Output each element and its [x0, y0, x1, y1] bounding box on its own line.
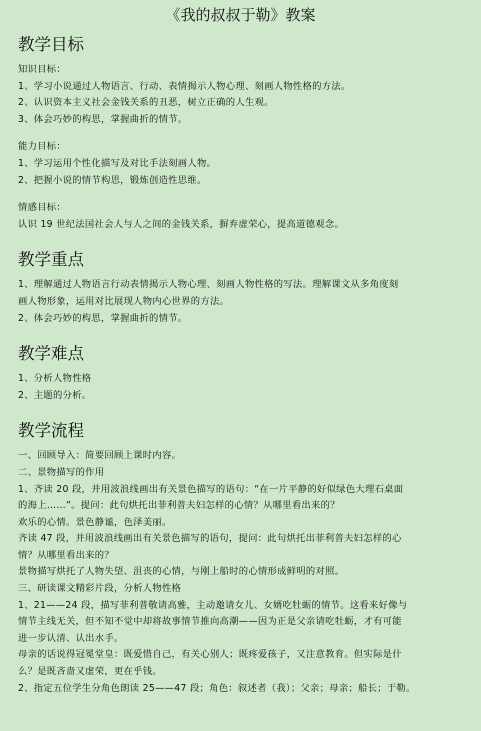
key-point-line: 2、体会巧妙的构思，掌握曲折的情节。 [18, 312, 188, 324]
knowledge-label: 知识目标： [18, 64, 66, 75]
section-heading-process: 教学流程 [18, 421, 84, 441]
knowledge-item: 2、认识资本主义社会金钱关系的丑恶，树立正确的人生观。 [18, 97, 274, 109]
process-line: 的海上……”。提问：此句烘托出菲利普夫妇怎样的心情？从哪里看出来的？ [18, 500, 340, 512]
process-line: 情？从哪里看出来的？ [18, 549, 114, 561]
knowledge-item: 1、学习小说通过人物语言、行动、表情揭示人物心理、刻画人物性格的方法。 [18, 80, 351, 92]
process-line: 进一步认清、认出水手。 [18, 632, 124, 644]
document-title: 《我的叔叔于勒》教案 [165, 6, 316, 24]
ability-item: 1、学习运用个性化描写及对比手法刻画人物。 [18, 157, 217, 169]
section-heading-goals: 教学目标 [18, 35, 84, 54]
emotion-label: 情感目标： [18, 202, 66, 214]
process-line: 2、指定五位学生分角色朗读 25——47 段；角色：叙述者（我）；父亲；母亲；船长；于勒。 [18, 682, 416, 694]
process-line: 1、21——24 段，描写菲利普敬请高雅，主动邀请女儿、女婿吃牡蛎的情节。这看来好像与 [18, 599, 408, 611]
key-point-line: 画人物形象，运用对比展现人物内心世界的方法。 [18, 295, 230, 307]
process-line: 景物描写烘托了人物失望、沮丧的心情，与刚上船时的心情形成鲜明的对照。 [18, 566, 345, 578]
difficulty-line: 1、分析人物性格 [18, 373, 92, 385]
section-heading-difficulties: 教学难点 [18, 344, 84, 364]
process-line: 么？是既吝啬又虚荣，更在乎钱。 [18, 666, 162, 678]
process-line: 一、回顾导入：简要回顾上课时内容。 [18, 450, 182, 462]
process-line: 母亲的话说得冠冕堂皇：既爱惜自己，有关心别人；既疼爱孩子，又注意教育。但实际是什 [18, 649, 402, 661]
process-line: 1、齐读 20 段，并用波浪线画出有关景色描写的语句：“在一片平静的好似绿色大理石桌面 [18, 483, 404, 495]
document-page [0, 2, 481, 731]
process-line: 三、研读课文精彩片段，分析人物性格 [18, 583, 182, 595]
process-line: 情节主线无关，但不知不觉中却将故事情节推向高潮——因为正是父亲请吃牡蛎，才有可能 [18, 616, 402, 628]
difficulty-line: 2、主题的分析。 [18, 389, 92, 401]
ability-label: 能力目标： [18, 141, 66, 153]
section-heading-key-points: 教学重点 [18, 250, 84, 270]
emotion-item: 认识 19 世纪法国社会人与人之间的金钱关系，摒弃虚荣心，提高道德观念。 [18, 218, 345, 230]
knowledge-item: 3、体会巧妙的构思，掌握曲折的情节。 [18, 113, 188, 125]
ability-item: 2、把握小说的情节构思，锻炼创造性思维。 [18, 174, 207, 186]
process-line: 齐读 47 段，并用波浪线画出有关景色描写的语句，提问：此句烘托出菲利普夫妇怎样的心 [18, 533, 402, 545]
process-line: 欢乐的心情。景色静谧，色泽美丽。 [18, 516, 172, 528]
key-point-line: 1、理解通过人物语言行动表情揭示人物心理、刻画人物性格的写法。理解课文从多角度刻 [18, 279, 399, 291]
process-line: 二、景物描写的作用 [18, 466, 105, 478]
